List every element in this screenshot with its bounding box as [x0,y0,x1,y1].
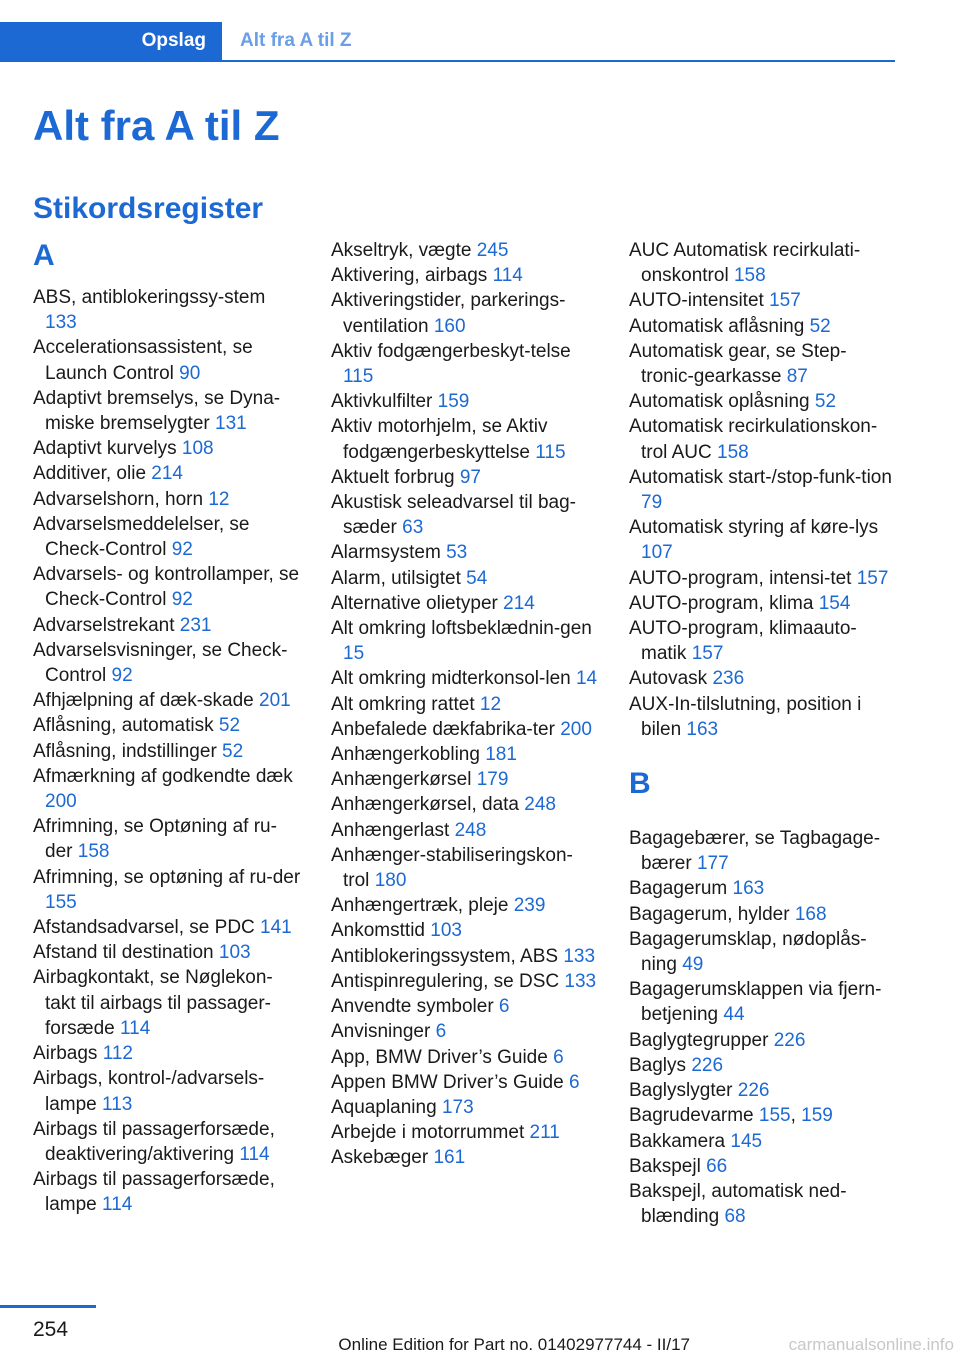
index-entry-text: Aktiv motorhjelm, se Aktiv fodgængerbeskyttelse [331,416,548,463]
index-entry-text: Afrimning, se Optøning af ru-der [33,816,277,863]
index-entry-text: Aktiveringstider, parkerings-ventilation [331,290,566,337]
page-reference-link[interactable]: 214 [503,592,535,614]
index-entry [331,1070,599,1095]
index-entry-text: Baglyslygter [629,1080,738,1102]
page-reference-link[interactable]: 163 [686,718,719,740]
index-entry-text: Advarselsvisninger, se Check-Control [33,639,288,687]
index-entry [33,915,301,940]
letter-heading-a: A [33,239,55,272]
index-entry-list [629,826,897,1229]
page-reference-link[interactable]: 114 [119,1017,151,1039]
page-reference-link[interactable]: 15 [343,643,365,665]
index-entry [33,487,301,512]
page-reference-link[interactable]: 168 [794,903,827,925]
index-entry-text: Aflåsning, indstillinger [33,740,223,762]
index-entry [331,742,599,767]
edition-note: Online Edition for Part no. 01402977744 - II/17 [338,1335,690,1354]
page-reference-link[interactable]: 92 [171,539,193,561]
index-entry-text: Bakspejl [629,1155,707,1177]
page-reference-link[interactable]: 87 [786,366,808,388]
index-entry [33,562,301,612]
index-entry [33,713,301,738]
index-entry-text: Advarselshorn, horn [33,488,209,510]
index-entry [33,1117,301,1167]
index-entry [331,389,599,414]
index-entry-text: Bakkamera [629,1130,731,1152]
index-entry-text: Arbejde i motorrummet [331,1122,530,1144]
page-reference-link[interactable]: 114 [102,1194,133,1216]
index-entry [629,1078,897,1103]
page-reference-link[interactable]: 155 [758,1105,791,1127]
page-reference-link[interactable]: 248 [524,794,556,816]
page-reference-link[interactable]: 66 [706,1155,728,1177]
index-entry [629,591,897,616]
index-entry [331,969,599,994]
index-entry-text: Airbags til passagerforsæde, lampe [33,1169,275,1216]
index-entry [629,515,897,565]
index-entry-text: Alt omkring loftsbeklædnin-gen [331,618,592,640]
index-entry [629,1154,897,1179]
index-entry-text: Aflåsning, automatisk [33,715,219,737]
index-entry-text: Accelerationsassistent, se Launch Control [33,337,253,384]
index-entry [33,965,301,1041]
page-reference-link[interactable]: 63 [402,517,424,539]
page-reference-link[interactable]: 115 [343,366,374,388]
page-reference-link[interactable]: 44 [723,1004,745,1026]
index-entry-text: Baglys [629,1054,692,1076]
footer-rule [0,1305,96,1308]
index-entry [331,666,599,691]
index-entry-text: Aktivering, airbags [331,265,493,287]
index-entry-list [33,285,301,1218]
index-entry [331,540,599,565]
index-entry-text: Afstand til destination [33,942,219,964]
page-number: 254 [33,1318,69,1341]
page-reference-link[interactable]: 49 [682,954,704,976]
index-entry [331,893,599,918]
index-entry-text: Akustisk seleadvarsel til bag-sæder [331,492,576,539]
page-reference-link[interactable]: 133 [45,312,77,334]
index-entry [33,1066,301,1116]
index-entry [33,814,301,864]
index-entry [331,414,599,464]
index-entry [331,818,599,843]
index-entry [331,465,599,490]
index-entry [629,414,897,464]
index-entry [629,314,897,339]
index-entry [33,764,301,814]
index-entry-text: Antiblokeringssystem, ABS [331,945,564,967]
page-reference-link[interactable]: 53 [446,542,468,564]
index-entry [331,238,599,263]
index-entry [33,1041,301,1066]
index-entry [629,389,897,414]
watermark: carmanualsonline.info [788,1335,954,1354]
index-entry [331,288,599,338]
page-reference-link[interactable]: 173 [441,1096,474,1118]
page-reference-link[interactable]: 6 [568,1071,580,1093]
index-entry-text: Aktivkulfilter [331,391,438,413]
index-entry [629,1129,897,1154]
index-entry [331,263,599,288]
index-entry [331,591,599,616]
index-entry [331,339,599,389]
index-entry-text: Alternative olietyper [331,592,504,614]
section-title: Stikordsregister [33,192,264,225]
index-entry [331,490,599,540]
page-reference-link[interactable]: 157 [691,643,724,665]
page-reference-link[interactable]: 113 [102,1093,133,1115]
page-reference-link[interactable]: 52 [814,391,837,413]
index-entry [33,512,301,562]
page-reference-link[interactable]: 161 [433,1147,466,1169]
index-entry-text: Afstandsadvarsel, se PDC [33,917,261,939]
index-entry-text: ABS, antiblokeringssy-stem [33,287,266,308]
index-entry-text: Anbefalede dækfabrika-ter [331,718,561,740]
index-entry-text: Automatisk start-/stop-funk-tion [629,466,892,488]
index-entry [629,566,897,591]
page-reference-link[interactable]: 236 [712,668,745,690]
index-entry-text: Anvendte symboler [331,996,499,1018]
page-reference-link[interactable]: 68 [724,1206,746,1228]
index-entry [629,616,897,666]
page-reference-link[interactable]: 52 [809,315,831,337]
page-reference-link[interactable]: 179 [476,769,509,791]
index-entry [331,1045,599,1070]
index-entry-text: Anhængertræk, pleje [331,895,514,917]
page-reference-link[interactable]: 181 [485,744,517,766]
index-entry-text: Alt omkring rattet [331,693,480,715]
index-entry-text: Automatisk styring af køre-lys [629,517,879,539]
index-entry [331,918,599,943]
index-entry [33,1167,301,1217]
index-entry [331,1019,599,1044]
page-reference-link[interactable]: 97 [459,466,481,488]
page-reference-link[interactable]: 158 [77,841,110,863]
page-reference-link[interactable]: 154 [818,592,851,614]
index-entry-text: Adaptivt bremselys, se Dyna-miske bremselygter [33,387,281,435]
index-entry-text: Alarm, utilsigtet [331,567,467,589]
index-entry-text: App, BMW Driver’s Guide [331,1046,554,1068]
index-entry-text: Aktiv fodgængerbeskyt-telse [331,340,571,362]
index-entry-text: AUTO-program, klima [629,592,819,614]
index-entry [33,285,301,335]
index-entry [331,944,599,969]
index-entry-text: Advarselsmeddelelser, se Check-Control [33,513,250,561]
page-reference-link[interactable]: 245 [476,240,509,261]
index-entry [331,994,599,1019]
index-entry [33,865,301,915]
page-reference-link[interactable]: 92 [171,589,193,611]
index-entry-text: Anhængerlast [331,819,455,841]
index-entry-list [331,238,599,1171]
index-entry [33,613,301,638]
index-entry-text: Afhjælpning af dæk-skade [33,690,260,712]
index-entry-text: Anhængerkørsel, data [331,794,525,816]
index-entry [629,902,897,927]
page-reference-link[interactable]: 180 [374,870,407,892]
index-entry-text: Bagagerum, hylder [629,903,795,925]
page-reference-link[interactable]: 52 [222,740,244,762]
index-entry [629,666,897,691]
page-reference-link[interactable]: 133 [563,945,596,967]
index-entry-text: Bagagerum [629,878,733,900]
tab-alt-fra-a-til-z[interactable]: Alt fra A til Z [240,30,352,51]
index-entry-text: AUTO-intensitet [629,290,770,312]
index-entry [629,339,897,389]
page-reference-link[interactable]: 200 [45,791,77,813]
index-entry [331,843,599,893]
index-entry-text: Akseltryk, vægte [331,240,477,261]
page-title: Alt fra A til Z [33,102,280,149]
index-entry [629,927,897,977]
index-entry [33,335,301,385]
index-entry [629,692,897,742]
index-entry-text: Automatisk oplåsning [629,391,815,413]
index-entry [629,826,897,876]
index-entry-text: Airbags [33,1043,103,1065]
page-reference-link[interactable]: 159 [437,391,470,413]
index-entry-text: Aquaplaning [331,1096,442,1118]
page-reference-link[interactable]: 79 [641,492,663,514]
index-entry [629,288,897,313]
page-reference-link[interactable]: 133 [564,970,597,992]
index-entry [629,1053,897,1078]
page-reference-link[interactable]: 6 [553,1046,564,1068]
index-entry-text: Aktuelt forbrug [331,466,460,488]
page-reference-link[interactable]: 226 [773,1029,806,1051]
index-entry [33,638,301,688]
page-reference-link[interactable]: 141 [260,917,292,939]
page-reference-link[interactable]: 108 [181,438,214,460]
index-entry [331,717,599,742]
index-entry [629,238,897,288]
index-entry-text: Alarmsystem [331,542,447,564]
index-entry [331,1145,599,1170]
page-reference-link[interactable]: 201 [259,690,291,712]
index-entry [629,1028,897,1053]
page-reference-link[interactable]: 158 [717,441,749,463]
header-bar [0,22,895,62]
index-entry [629,977,897,1027]
index-column-1 [33,238,301,1218]
index-entry [33,461,301,486]
index-entry [331,616,599,666]
page-reference-link[interactable]: 103 [218,942,251,964]
page-reference-link[interactable]: 6 [498,996,510,1018]
index-entry [33,386,301,436]
page-reference-link[interactable]: 159 [801,1105,833,1127]
page-reference-link[interactable]: 157 [769,290,801,312]
index-entry-text: Anhænger-stabiliseringskon-trol [331,844,573,892]
index-entry-text: Appen BMW Driver’s Guide [331,1071,569,1093]
page-reference-link[interactable]: 6 [435,1021,447,1043]
page-reference-link[interactable]: 115 [535,441,566,463]
page-reference-link[interactable]: 92 [111,665,133,687]
index-entry-text: Automatisk recirkulationskon-trol AUC [629,416,878,463]
index-entry-text: Automatisk aflåsning [629,315,810,337]
page-reference-link[interactable]: 211 [529,1122,560,1144]
index-entry-text: Additiver, olie [33,463,152,485]
index-entry [629,1179,897,1229]
index-entry-text: Afrimning, se optøning af ru-der [33,866,301,888]
index-entry-text: Baglygtegrupper [629,1029,774,1051]
page-reference-link[interactable]: 239 [513,895,546,917]
page-reference-link[interactable]: 114 [239,1143,270,1165]
index-entry-text: AUX-In-tilslutning, position i bilen [629,693,862,740]
index-entry-text: Bagagerumsklap, nødoplås-ning [629,928,867,976]
index-entry-text: Automatisk gear, se Step-tronic-gearkasse [629,340,847,388]
page-reference-link[interactable]: 12 [479,693,502,715]
page-reference-link[interactable]: 145 [730,1130,763,1152]
index-entry-text: Antispinregulering, se DSC [331,970,565,992]
index-entry-text: Adaptivt kurvelys [33,438,182,460]
page-reference-link[interactable]: 14 [575,668,598,690]
page-reference-link[interactable]: 112 [102,1043,133,1065]
index-entry-text: AUC Automatisk recirkulati-onskontrol [629,240,861,287]
index-entry [331,767,599,792]
index-entry-list [629,238,897,742]
tab-opslag[interactable]: Opslag [0,22,222,60]
page-reference-link[interactable]: 158 [733,265,766,287]
index-entry [629,465,897,515]
page-reference-link[interactable]: 226 [691,1054,724,1076]
page-reference-link[interactable]: 90 [179,362,201,384]
index-entry [331,1120,599,1145]
page-reference-link[interactable]: 114 [492,265,523,287]
letter-heading-b: B [629,767,651,801]
index-entry [331,1095,599,1120]
index-entry-text: Autovask [629,668,713,690]
index-entry-text: Ankomsttid [331,920,431,942]
page-reference-link[interactable]: 54 [466,567,488,589]
index-entry-text: Airbagkontakt, se Nøglekon-takt til airbags til passager-forsæde [33,967,273,1039]
page-reference-link[interactable]: 52 [218,715,241,737]
page-reference-link[interactable]: 248 [454,819,487,841]
page-reference-link[interactable]: 177 [696,853,729,875]
index-entry-text: Airbags, kontrol-/advarsels-lampe [33,1068,265,1115]
index-entry-text: Advarsels- og kontrollamper, se Check-Control [33,564,300,611]
index-entry-text: Askebæger [331,1147,434,1169]
page-reference-link[interactable]: 107 [641,542,673,564]
page-reference-link[interactable]: 231 [179,614,212,636]
page-reference-link[interactable]: 163 [732,878,765,900]
page-reference-link[interactable]: 160 [433,315,466,337]
index-entry-text: Anhængerkobling [331,744,486,766]
index-entry-text: Bagagerumsklappen via fjern-betjening [629,979,882,1026]
index-entry-text: Alt omkring midterkonsol-len [331,668,576,690]
index-entry: Bagrudevarme 155, 159 [629,1105,833,1127]
index-column-3 [629,238,897,1229]
index-entry-text: Anhængerkørsel [331,769,477,791]
page-reference-link[interactable]: 214 [151,463,183,485]
page-reference-link[interactable]: 226 [737,1080,770,1102]
index-entry [33,688,301,713]
index-entry [33,436,301,461]
index-entry [331,792,599,817]
page-reference-link[interactable]: 131 [215,413,247,435]
page-reference-link[interactable]: 157 [856,567,889,589]
index-entry-text: Bagrudevarme [629,1105,759,1127]
index-entry-text: Advarselstrekant [33,614,180,636]
index-entry-text: Bagagebærer, se Tagbagage-bærer [629,828,881,875]
index-entry [33,940,301,965]
index-entry-text: AUTO-program, intensi-tet [629,567,857,589]
index-entry [331,692,599,717]
index-entry [33,739,301,764]
index-entry-text: Afmærkning af godkendte dæk [33,765,293,787]
page-reference-link[interactable]: 155 [45,891,77,913]
page-reference-link[interactable]: 103 [430,920,462,942]
index-entry-text: Anvisninger [331,1021,436,1043]
index-column-2 [331,238,599,1171]
index-entry-text: Airbags til passagerforsæde, deaktivering/aktivering [33,1118,275,1165]
index-entry [331,566,599,591]
index-entry-text: AUTO-program, klimaauto-matik [629,618,857,665]
page-reference-link[interactable]: 12 [208,488,230,510]
index-entry-text: Bakspejl, automatisk ned-blænding [629,1180,847,1228]
page-reference-link[interactable]: 200 [560,718,592,740]
index-entry [629,876,897,901]
